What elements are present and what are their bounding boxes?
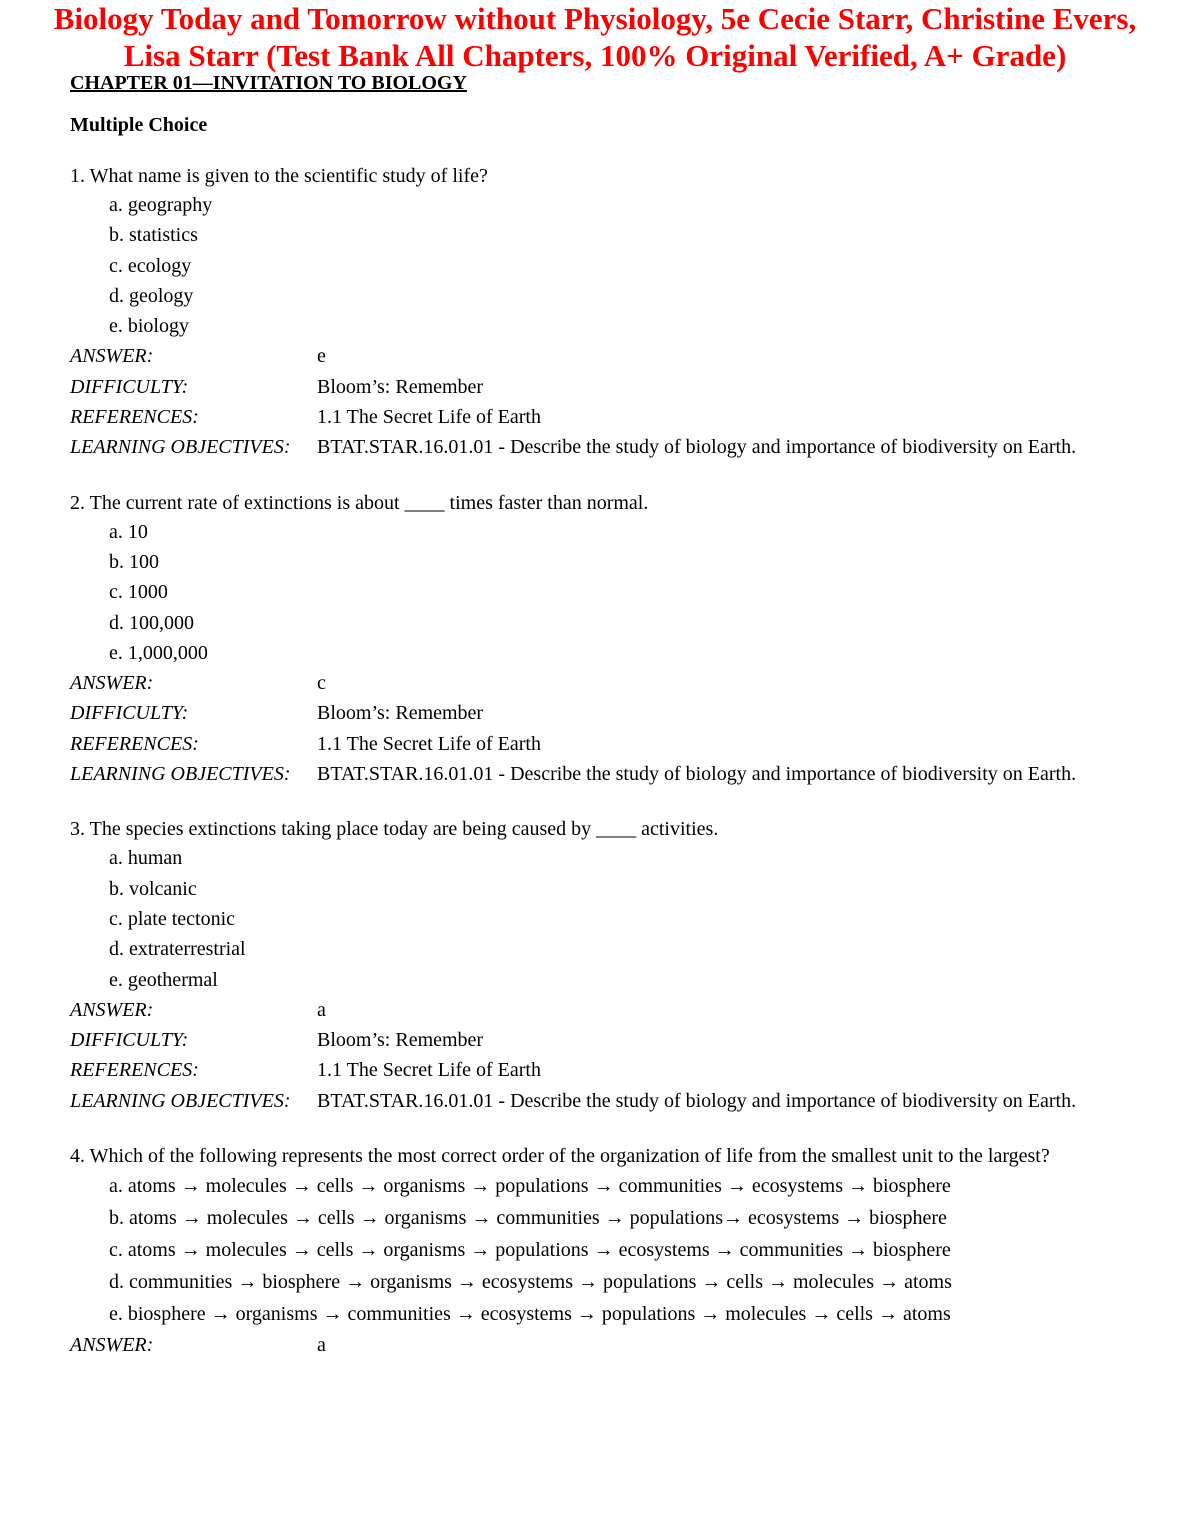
choice-b: b. statistics: [109, 224, 198, 247]
banner-line-2: Lisa Starr (Test Bank All Chapters, 100% Original Verified, A+ Grade): [123, 38, 1067, 73]
answer-label: ANSWER:: [70, 672, 154, 695]
choice-b: b. 100: [109, 550, 159, 573]
question-stem: 4. Which of the following represents the most correct order of the organization of life from the smallest unit to the largest?: [70, 1145, 1050, 1168]
objectives-label: LEARNING OBJECTIVES:: [70, 763, 291, 786]
choice-e: e. biosphere → organisms → communities → ecosystems → populations → molecules → cells → atoms: [109, 1303, 951, 1326]
answer-value: e: [317, 345, 326, 368]
references-value: 1.1 The Secret Life of Earth: [317, 1059, 541, 1082]
difficulty-value: Bloom’s: Remember: [317, 702, 484, 725]
answer-label: ANSWER:: [70, 998, 154, 1021]
question-3: [70, 815, 1140, 1116]
choice-d: d. extraterrestrial: [109, 938, 246, 961]
choice-a: a. human: [109, 847, 183, 870]
references-value: 1.1 The Secret Life of Earth: [317, 406, 541, 429]
choice-list: [70, 1170, 1140, 1330]
references-row: [70, 729, 1140, 759]
answer-row: [70, 668, 1140, 698]
answer-label: ANSWER:: [70, 345, 154, 368]
references-label: REFERENCES:: [70, 732, 199, 755]
answer-value: a: [317, 998, 326, 1021]
choice-list: [70, 843, 1140, 994]
choice-d: d. 100,000: [109, 611, 194, 634]
question-stem: 3. The species extinctions taking place today are being caused by ____ activities.: [70, 818, 719, 841]
answer-value: a: [317, 1334, 326, 1357]
objectives-label: LEARNING OBJECTIVES:: [70, 1089, 291, 1112]
answer-row: [70, 995, 1140, 1025]
answer-row: [70, 341, 1140, 371]
difficulty-row: [70, 698, 1140, 728]
question-stem: 1. What name is given to the scientific study of life?: [70, 165, 488, 187]
choice-b: b. atoms → molecules → cells → organisms → communities → populations→ ecosystems → biosphere: [109, 1207, 947, 1230]
question-4: [70, 1142, 1140, 1360]
question-1: [70, 162, 1140, 463]
section-title: Multiple Choice: [70, 114, 208, 136]
choice-list: [70, 190, 1140, 341]
answer-label: ANSWER:: [70, 1334, 154, 1357]
difficulty-label: DIFFICULTY:: [70, 702, 189, 725]
choice-a: a. geography: [109, 194, 213, 216]
question-2: [70, 489, 1140, 790]
banner-line-1: Biology Today and Tomorrow without Physiology, 5e Cecie Starr, Christine Evers,: [53, 1, 1137, 36]
objectives-label: LEARNING OBJECTIVES:: [70, 436, 291, 459]
choice-c: c. plate tectonic: [109, 907, 236, 930]
references-label: REFERENCES:: [70, 1059, 199, 1082]
choice-a: a. atoms → molecules → cells → organisms → populations → communities → ecosystems → biosphere: [109, 1175, 951, 1198]
choice-list: [70, 517, 1140, 668]
document-body: [70, 70, 1140, 1360]
choice-d: d. geology: [109, 284, 194, 307]
objectives-row: [70, 1086, 1140, 1116]
choice-e: e. geothermal: [109, 968, 218, 991]
difficulty-row: [70, 372, 1140, 402]
difficulty-value: Bloom’s: Remember: [317, 1029, 484, 1052]
objectives-value: BTAT.STAR.16.01.01 - Describe the study of biology and importance of biodiversity on Earth.: [317, 763, 1077, 786]
objectives-row: [70, 432, 1140, 462]
answer-row: [70, 1330, 1140, 1360]
choice-e: e. biology: [109, 315, 189, 338]
choice-b: b. volcanic: [109, 877, 197, 900]
difficulty-value: Bloom’s: Remember: [317, 375, 484, 398]
difficulty-label: DIFFICULTY:: [70, 375, 189, 398]
difficulty-row: [70, 1025, 1140, 1055]
references-label: REFERENCES:: [70, 406, 199, 429]
objectives-value: BTAT.STAR.16.01.01 - Describe the study of biology and importance of biodiversity on Earth.: [317, 1089, 1077, 1112]
difficulty-label: DIFFICULTY:: [70, 1029, 189, 1052]
references-value: 1.1 The Secret Life of Earth: [317, 732, 541, 755]
references-row: [70, 1055, 1140, 1085]
objectives-row: [70, 759, 1140, 789]
question-stem: 2. The current rate of extinctions is about ____ times faster than normal.: [70, 491, 649, 514]
choice-e: e. 1,000,000: [109, 641, 208, 664]
choice-d: d. communities → biosphere → organisms → ecosystems → populations → cells → molecules → atoms: [109, 1271, 952, 1294]
references-row: [70, 402, 1140, 432]
choice-c: c. atoms → molecules → cells → organisms → populations → ecosystems → communities → biosphere: [109, 1239, 951, 1262]
objectives-value: BTAT.STAR.16.01.01 - Describe the study of biology and importance of biodiversity on Earth.: [317, 436, 1077, 459]
document-banner: [0, 0, 1190, 74]
choice-c: c. ecology: [109, 254, 192, 277]
chapter-title: CHAPTER 01—INVITATION TO BIOLOGY: [70, 72, 467, 94]
answer-value: c: [317, 672, 326, 695]
choice-c: c. 1000: [109, 581, 168, 604]
choice-a: a. 10: [109, 520, 148, 543]
